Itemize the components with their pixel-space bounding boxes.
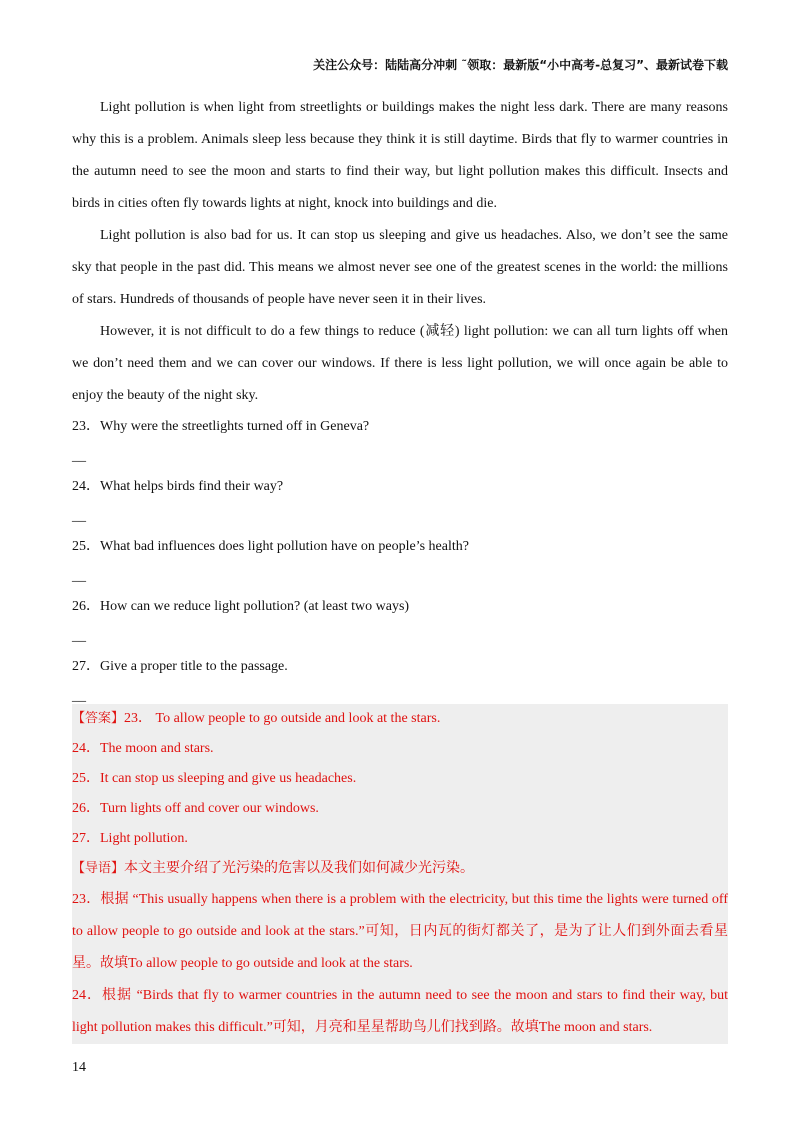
answer-line-25: 25．It can stop us sleeping and give us headaches. xyxy=(72,771,357,786)
question-26: 26．How can we reduce light pollution? (at least two ways) xyxy=(72,599,410,614)
explanation-23: 23．根据 “This usually happens when there is a problem with the electricity, but this time the lights were turned off to allow people to go outside and look at the stars.”可知，日内瓦的街灯都关了，是为了让人们到外面去看星星。故填To allow people to go outside and look at the stars. xyxy=(72,892,728,971)
question-24: 24．What helps birds find their way? xyxy=(72,479,284,494)
guide-text: 本文主要介绍了光污染的危害以及我们如何减少光污染。 xyxy=(124,861,475,876)
passage-paragraph-2: Light pollution is also bad for us. It can stop us sleeping and give us headaches. Also, we don’t see the same sky that people in the past did. This means we almost never see one of the greatest scenes in the world: the millions of stars. Hundreds of thousands of people have never seen it in their lives. xyxy=(72,228,728,307)
answer-blank-24: __ xyxy=(72,509,86,524)
answer-blank-23: __ xyxy=(72,449,86,464)
passage-paragraph-3: However, it is not difficult to do a few things to reduce (减轻) light pollution: we can all turn lights off when we don’t need them and we can cover our windows. If there is less light pollution, we will once again be able to enjoy the beauty of the night sky. xyxy=(72,324,728,403)
answer-key-section xyxy=(72,704,728,1044)
explanation-24: 24．根据 “Birds that fly to warmer countries in the autumn need to see the moon and stars to find their way, but light pollution makes this difficult.”可知，月亮和星星帮助鸟儿们找到路。故填The moon and stars. xyxy=(72,988,728,1035)
passage-and-questions xyxy=(72,92,728,712)
answer-tag: 【答案】 xyxy=(72,711,125,726)
guide-line xyxy=(72,854,728,884)
answer-blank-27: __ xyxy=(72,689,86,704)
question-25: 25．What bad influences does light pollution have on people’s health? xyxy=(72,539,469,554)
answer-line-23: 【答案】23． To allow people to go outside and look at the stars. xyxy=(72,711,441,726)
page-header: 关注公众号：陆陆高分冲刺 ˜领取：最新版“小中高考-总复习”、最新试卷下载 xyxy=(313,58,728,72)
passage-paragraph-1: Light pollution is when light from streetlights or buildings makes the night less dark. There are many reasons why this is a problem. Animals sleep less because they think it is still daytime. Birds that fly to warmer countries in the autumn need to see the moon and starts to find their way, but light pollution makes this difficult. Insects and birds in cities often fly towards lights at night, knock into buildings and die. xyxy=(72,100,728,211)
answer-line-26: 26．Turn lights off and cover our windows. xyxy=(72,801,319,816)
guide-tag: 【导语】 xyxy=(72,861,125,876)
answer-line-24: 24．The moon and stars. xyxy=(72,741,214,756)
answer-blank-26: __ xyxy=(72,629,86,644)
question-27: 27．Give a proper title to the passage. xyxy=(72,659,288,674)
answer-line-27: 27．Light pollution. xyxy=(72,831,188,846)
question-23: 23．Why were the streetlights turned off in Geneva? xyxy=(72,419,370,434)
page-number: 14 xyxy=(72,1060,86,1075)
answer-blank-25: __ xyxy=(72,569,86,584)
